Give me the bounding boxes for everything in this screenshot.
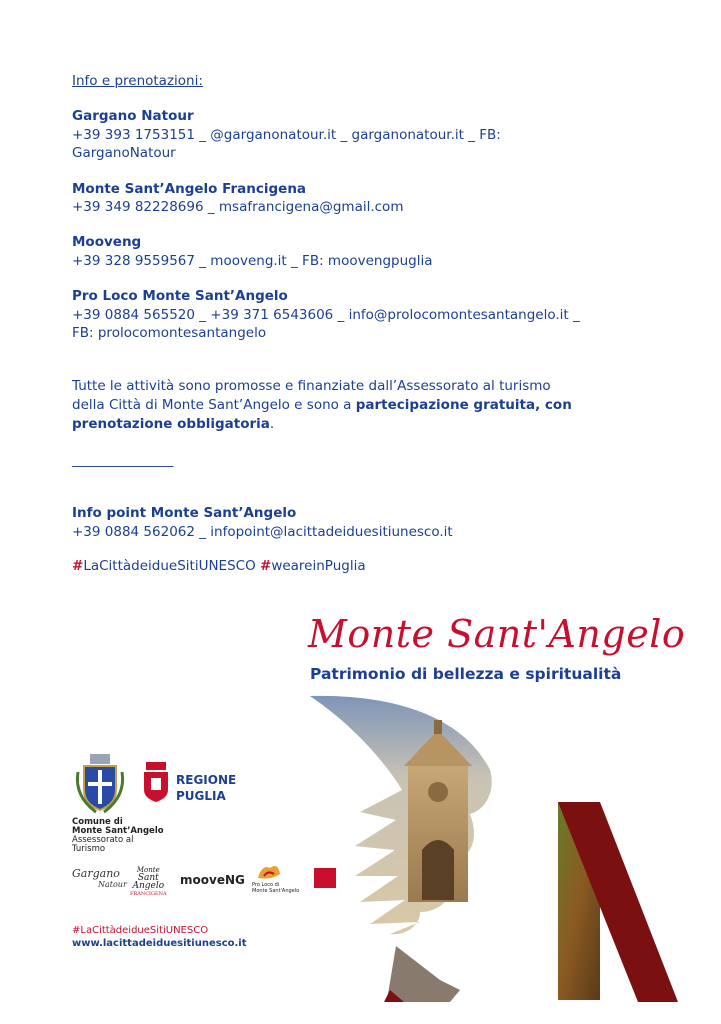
notice-line-2-plain: della Città di Monte Sant’Angelo e sono a: [72, 397, 356, 413]
hero-artwork: [300, 690, 710, 1010]
notice-line-2-bold: partecipazione gratuita, con: [355, 397, 572, 413]
info-point-name: Info point Monte Sant’Angelo: [72, 505, 297, 521]
notice-line-3: [72, 415, 274, 434]
regione-puglia-crest-icon: [142, 762, 170, 802]
contact-name-mooveng: Mooveng: [72, 234, 142, 250]
info-label: Info e prenotazioni:: [72, 73, 203, 89]
comune-crest-icon: [72, 752, 128, 818]
notice-line-3-bold: prenotazione obbligatoria: [72, 416, 270, 432]
notice-line-2: [72, 396, 572, 415]
comune-line-3: Assessorato al: [72, 835, 134, 845]
notice-line-1: Tutte le attività sono promosse e finanziate dall’Assessorato al turismo: [72, 378, 551, 394]
hashtags: #LaCittàdeidueSitiUNESCO #weareinPuglia: [72, 558, 366, 574]
contact-line-proloco-1: +39 0884 565520 _ +39 371 6543606 _ info@prolocomontesantangelo.it _: [72, 307, 580, 323]
comune-line-4: Turismo: [72, 844, 106, 854]
footer-url[interactable]: www.lacittadeiduesitiunesco.it: [72, 938, 247, 949]
hashtag-1: LaCittàdeidueSitiUNESCO: [83, 558, 260, 574]
regione-line-2: PUGLIA: [176, 789, 226, 803]
contact-line-mooveng: +39 328 9559567 _ mooveng.it _ FB: moovengpuglia: [72, 253, 433, 269]
comune-line-2: Monte Sant’Angelo: [72, 826, 164, 836]
info-point-line: +39 0884 562062 _ infopoint@lacittadeiduesitiunesco.it: [72, 524, 453, 540]
partner-gargano-natour: Gargano Natour: [72, 867, 127, 889]
brand-logo: Monte Sant'Angelo: [308, 612, 686, 656]
brand-tagline: Patrimonio di bellezza e spiritualità: [310, 665, 622, 683]
contact-name-gargano: Gargano Natour: [72, 108, 194, 124]
contact-line-gargano-2: GarganoNatour: [72, 145, 176, 161]
contact-name-francigena: Monte Sant’Angelo Francigena: [72, 181, 307, 197]
comune-line-1: Comune di: [72, 817, 123, 827]
partner-francigena: Monte Sant Angelo FRANCIGENA: [130, 866, 167, 897]
notice-line-3-end: .: [269, 416, 275, 432]
contact-line-francigena: +39 349 82228696 _ msafrancigena@gmail.com: [72, 199, 404, 215]
partner-borghi-icon: [314, 868, 336, 888]
partner-mooveng: mooveNG: [180, 873, 245, 887]
wing-image: [310, 696, 492, 934]
contact-line-proloco-2: FB: prolocomontesantangelo: [72, 325, 267, 341]
footer-hashtag: #LaCittàdeidueSitiUNESCO: [72, 925, 209, 936]
contact-name-proloco: Pro Loco Monte Sant’Angelo: [72, 288, 288, 304]
partner-proloco-icon: [252, 862, 286, 882]
contact-line-gargano-1: +39 393 1753151 _ @garganonatour.it _ garganonatour.it _ FB:: [72, 127, 501, 143]
hashtag-2: weareinPuglia: [271, 558, 366, 574]
partner-proloco: Pro Loco di Monte Sant'Angelo: [252, 882, 300, 894]
separator-line: _______________: [72, 452, 174, 468]
regione-line-1: REGIONE: [176, 773, 237, 787]
